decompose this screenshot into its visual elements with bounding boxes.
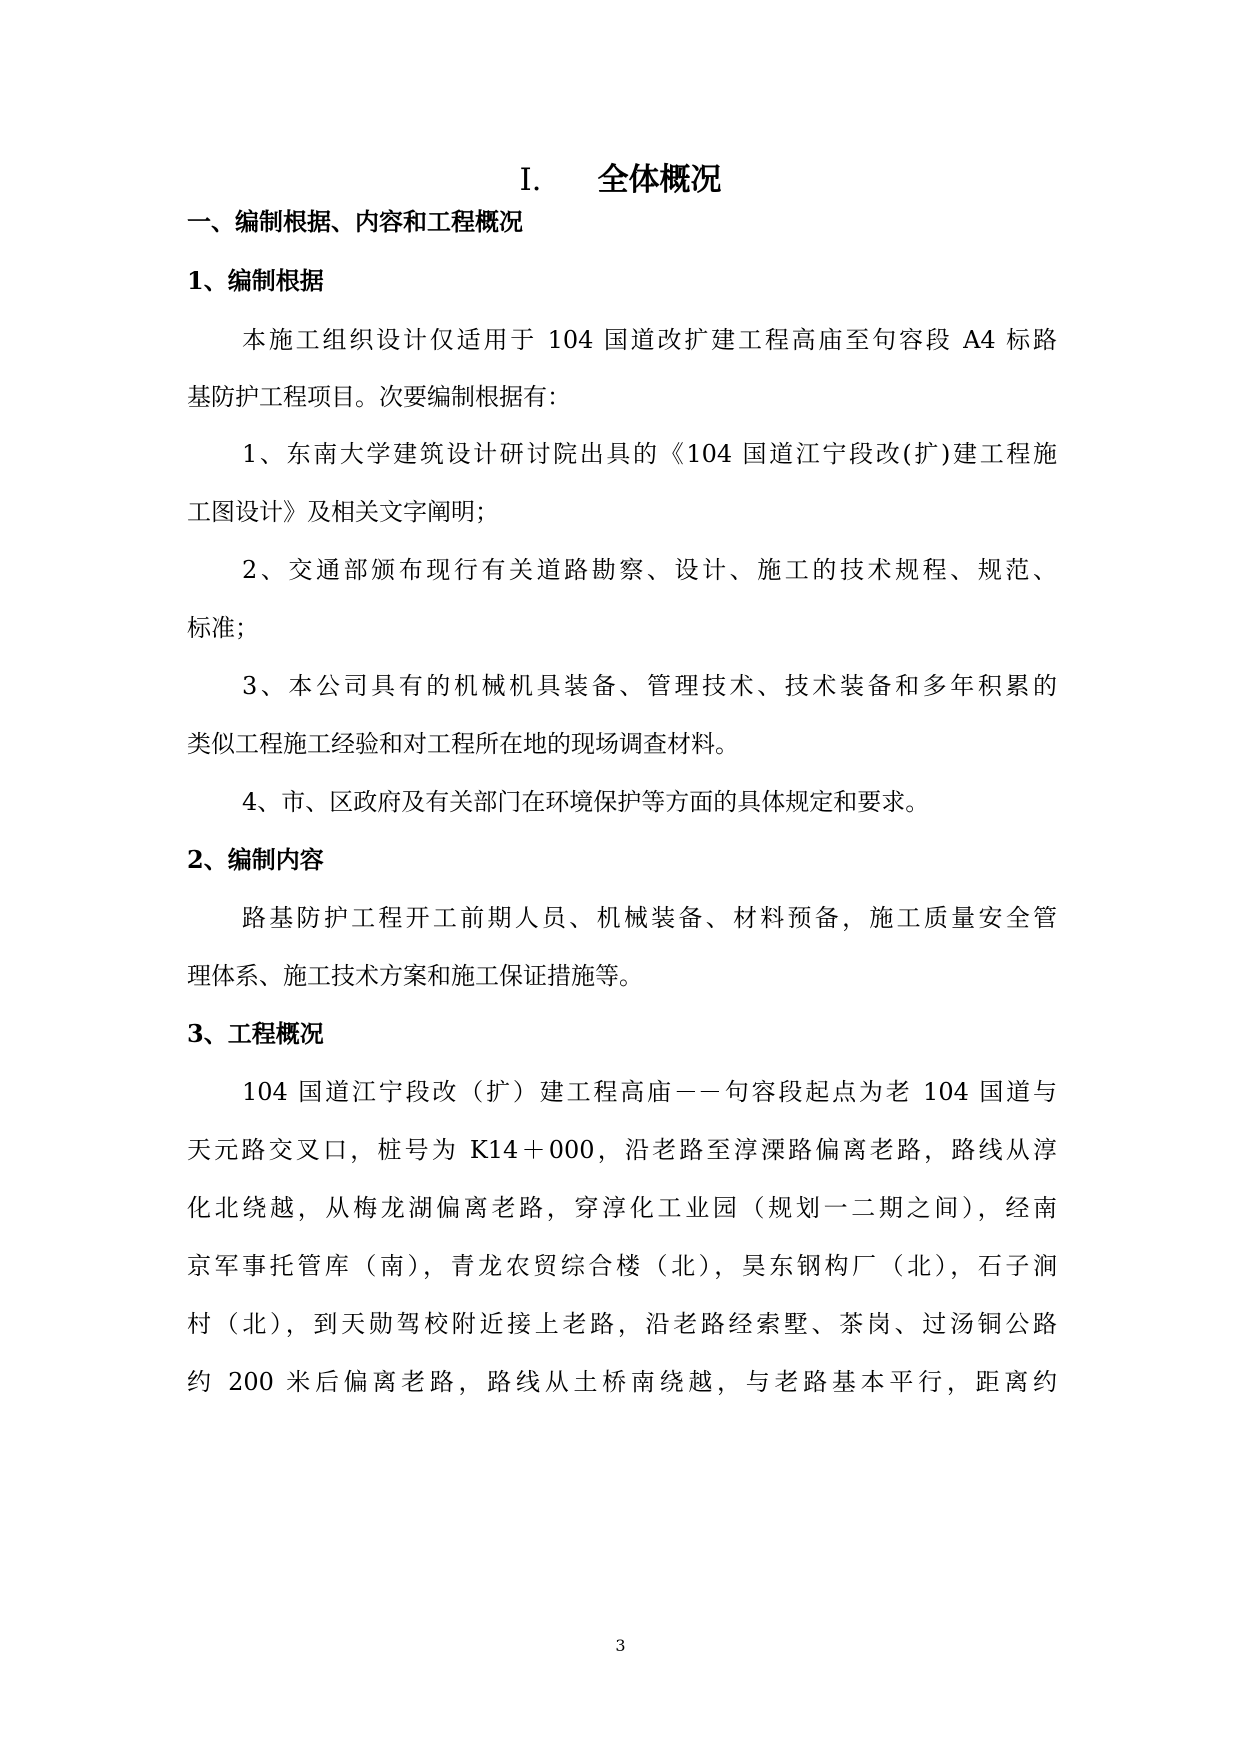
chapter-number: I. (519, 162, 542, 198)
page-number: 3 (615, 1636, 626, 1655)
paragraph-line: 1、东南大学建筑设计研讨院出具的《104 国道江宁段改(扩)建工程施 (242, 440, 1057, 468)
paragraph-line: 约 200 米后偏离老路，路线从土桥南绕越，与老路基本平行，距离约 (187, 1368, 1057, 1396)
chapter-title-text: 全体概况 (597, 162, 722, 198)
paragraph-line: 理体系、施工技术方案和施工保证措施等。 (187, 962, 643, 990)
subsection-heading-overview: 3、工程概况 (187, 1019, 324, 1048)
paragraph-line: 类似工程施工经验和对工程所在地的现场调查材料。 (187, 730, 739, 758)
subsection-heading-content: 2、编制内容 (187, 845, 324, 874)
chapter-title (0, 158, 1241, 202)
paragraph-line: 本施工组织设计仅适用于 104 国道改扩建工程高庙至句容段 A4 标路 (242, 326, 1057, 354)
paragraph-line: 2、交通部颁布现行有关道路勘察、设计、施工的技术规程、规范、 (242, 556, 1057, 584)
paragraph-line: 村（北），到天勋驾校附近接上老路，沿老路经索墅、茶岗、过汤铜公路 (187, 1310, 1057, 1338)
section-heading: 一、编制根据、内容和工程概况 (187, 207, 523, 236)
paragraph-line: 3、本公司具有的机械机具装备、管理技术、技术装备和多年积累的 (242, 672, 1057, 700)
paragraph-line: 京军事托管库（南），青龙农贸综合楼（北），昊东钢构厂（北），石子涧 (187, 1252, 1057, 1280)
paragraph-line: 天元路交叉口，桩号为 K14＋000，沿老路至淳溧路偏离老路，路线从淳 (187, 1136, 1057, 1164)
paragraph-line: 基防护工程项目。次要编制根据有： (187, 383, 571, 411)
paragraph-line: 化北绕越，从梅龙湖偏离老路，穿淳化工业园（规划一二期之间），经南 (187, 1194, 1057, 1222)
paragraph-line: 工图设计》及相关文字阐明； (187, 498, 499, 526)
paragraph-line: 路基防护工程开工前期人员、机械装备、材料预备，施工质量安全管 (242, 904, 1057, 932)
subsection-heading-basis: 1、编制根据 (187, 266, 324, 295)
paragraph-line: 4、市、区政府及有关部门在环境保护等方面的具体规定和要求。 (242, 788, 930, 816)
paragraph-line: 标准； (187, 614, 259, 642)
paragraph-line: 104 国道江宁段改（扩）建工程高庙－－句容段起点为老 104 国道与 (242, 1078, 1057, 1106)
